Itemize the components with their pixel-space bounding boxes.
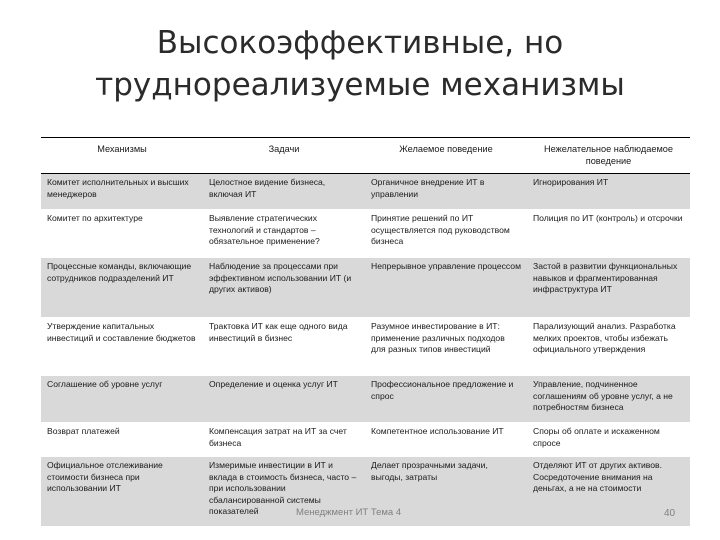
slide-title <box>0 22 720 106</box>
table-row <box>41 210 690 258</box>
table-cell: Комитет по архитектуре <box>47 213 143 223</box>
table-cell: Застой в развитии функциональных навыков и фрагментированная инфраструктура ИТ <box>533 261 678 295</box>
mechanisms-table-container <box>41 137 690 527</box>
table-cell: Комитет исполнительных и высших менеджеров <box>47 177 189 199</box>
table-cell: Споры об оплате и искаженном спросе <box>533 426 660 448</box>
table-cell: Выявление стратегических технологий и стандартов – обязательное применение? <box>209 213 320 247</box>
table-header-row <box>41 138 690 174</box>
table-cell: Утверждение капитальных инвестиций и составление бюджетов <box>47 321 196 343</box>
table-cell: Наблюдение за процессами при эффективном использовании ИТ (и других активов) <box>209 261 352 295</box>
table-cell: Непрерывное управление процессом <box>371 261 521 271</box>
table-cell: Возврат платежей <box>47 426 120 436</box>
footer-text: Менеджмент ИТ Тема 4 <box>296 507 402 518</box>
table-row <box>41 174 690 210</box>
table-cell: Полиция по ИТ (контроль) и отсрочки <box>533 213 683 223</box>
table-cell: Официальное отслеживание стоимости бизнеса при использовании ИТ <box>47 460 163 494</box>
slide-title-line-2: труднореализуемые механизмы <box>95 67 625 103</box>
table-row <box>41 423 690 457</box>
header-tasks: Задачи <box>268 144 300 154</box>
header-mechanisms: Механизмы <box>97 144 147 154</box>
table-cell: Профессиональное предложение и спрос <box>371 379 514 401</box>
table-row <box>41 258 690 318</box>
table-cell: Разумное инвестирование в ИТ: применение различных подходов для разных типов инвестиций <box>371 321 505 355</box>
table-cell: Трактовка ИТ как еще одного вида инвестиций в бизнес <box>209 321 348 343</box>
header-undesired-behavior: Нежелательное наблюдаемое поведение <box>544 144 673 166</box>
mechanisms-table <box>41 137 690 527</box>
table-cell: Парализующий анализ. Разработка мелких проектов, чтобы избежать официального утверждения <box>533 321 676 355</box>
table-cell: Компенсация затрат на ИТ за счет бизнеса <box>209 426 347 448</box>
table-cell: Органичное внедрение ИТ в управлении <box>371 177 485 199</box>
table-cell: Соглашение об уровне услуг <box>47 379 163 389</box>
table-cell: Делает прозрачными задачи, выгоды, затраты <box>371 460 488 482</box>
table-cell: Компетентное использование ИТ <box>371 426 504 436</box>
table-cell: Отделяют ИТ от других активов. Сосредоточение внимания на деньгах, а не на стоимости <box>533 460 663 494</box>
table-cell: Измеримые инвестиции в ИТ и вклада в стоимость бизнеса, часто – при использовании сбалансированной системы показателей <box>209 460 357 517</box>
table-cell: Управление, подчиненное соглашениям об уровне услуг, а не потребностям бизнеса <box>533 379 673 413</box>
table-cell: Целостное видение бизнеса, включая ИТ <box>209 177 326 199</box>
table-cell: Игнорирования ИТ <box>533 177 609 187</box>
table-row <box>41 318 690 376</box>
header-desired-behavior: Желаемое поведение <box>399 144 493 154</box>
table-cell: Принятие решений по ИТ осуществляется под руководством бизнеса <box>371 213 510 247</box>
table-cell: Процессные команды, включающие сотрудников подразделений ИТ <box>47 261 192 283</box>
table-row <box>41 376 690 423</box>
slide-title-line-1: Высокоэффективные, но <box>156 25 564 61</box>
table-cell: Определение и оценка услуг ИТ <box>209 379 338 389</box>
page-number: 40 <box>664 508 676 519</box>
